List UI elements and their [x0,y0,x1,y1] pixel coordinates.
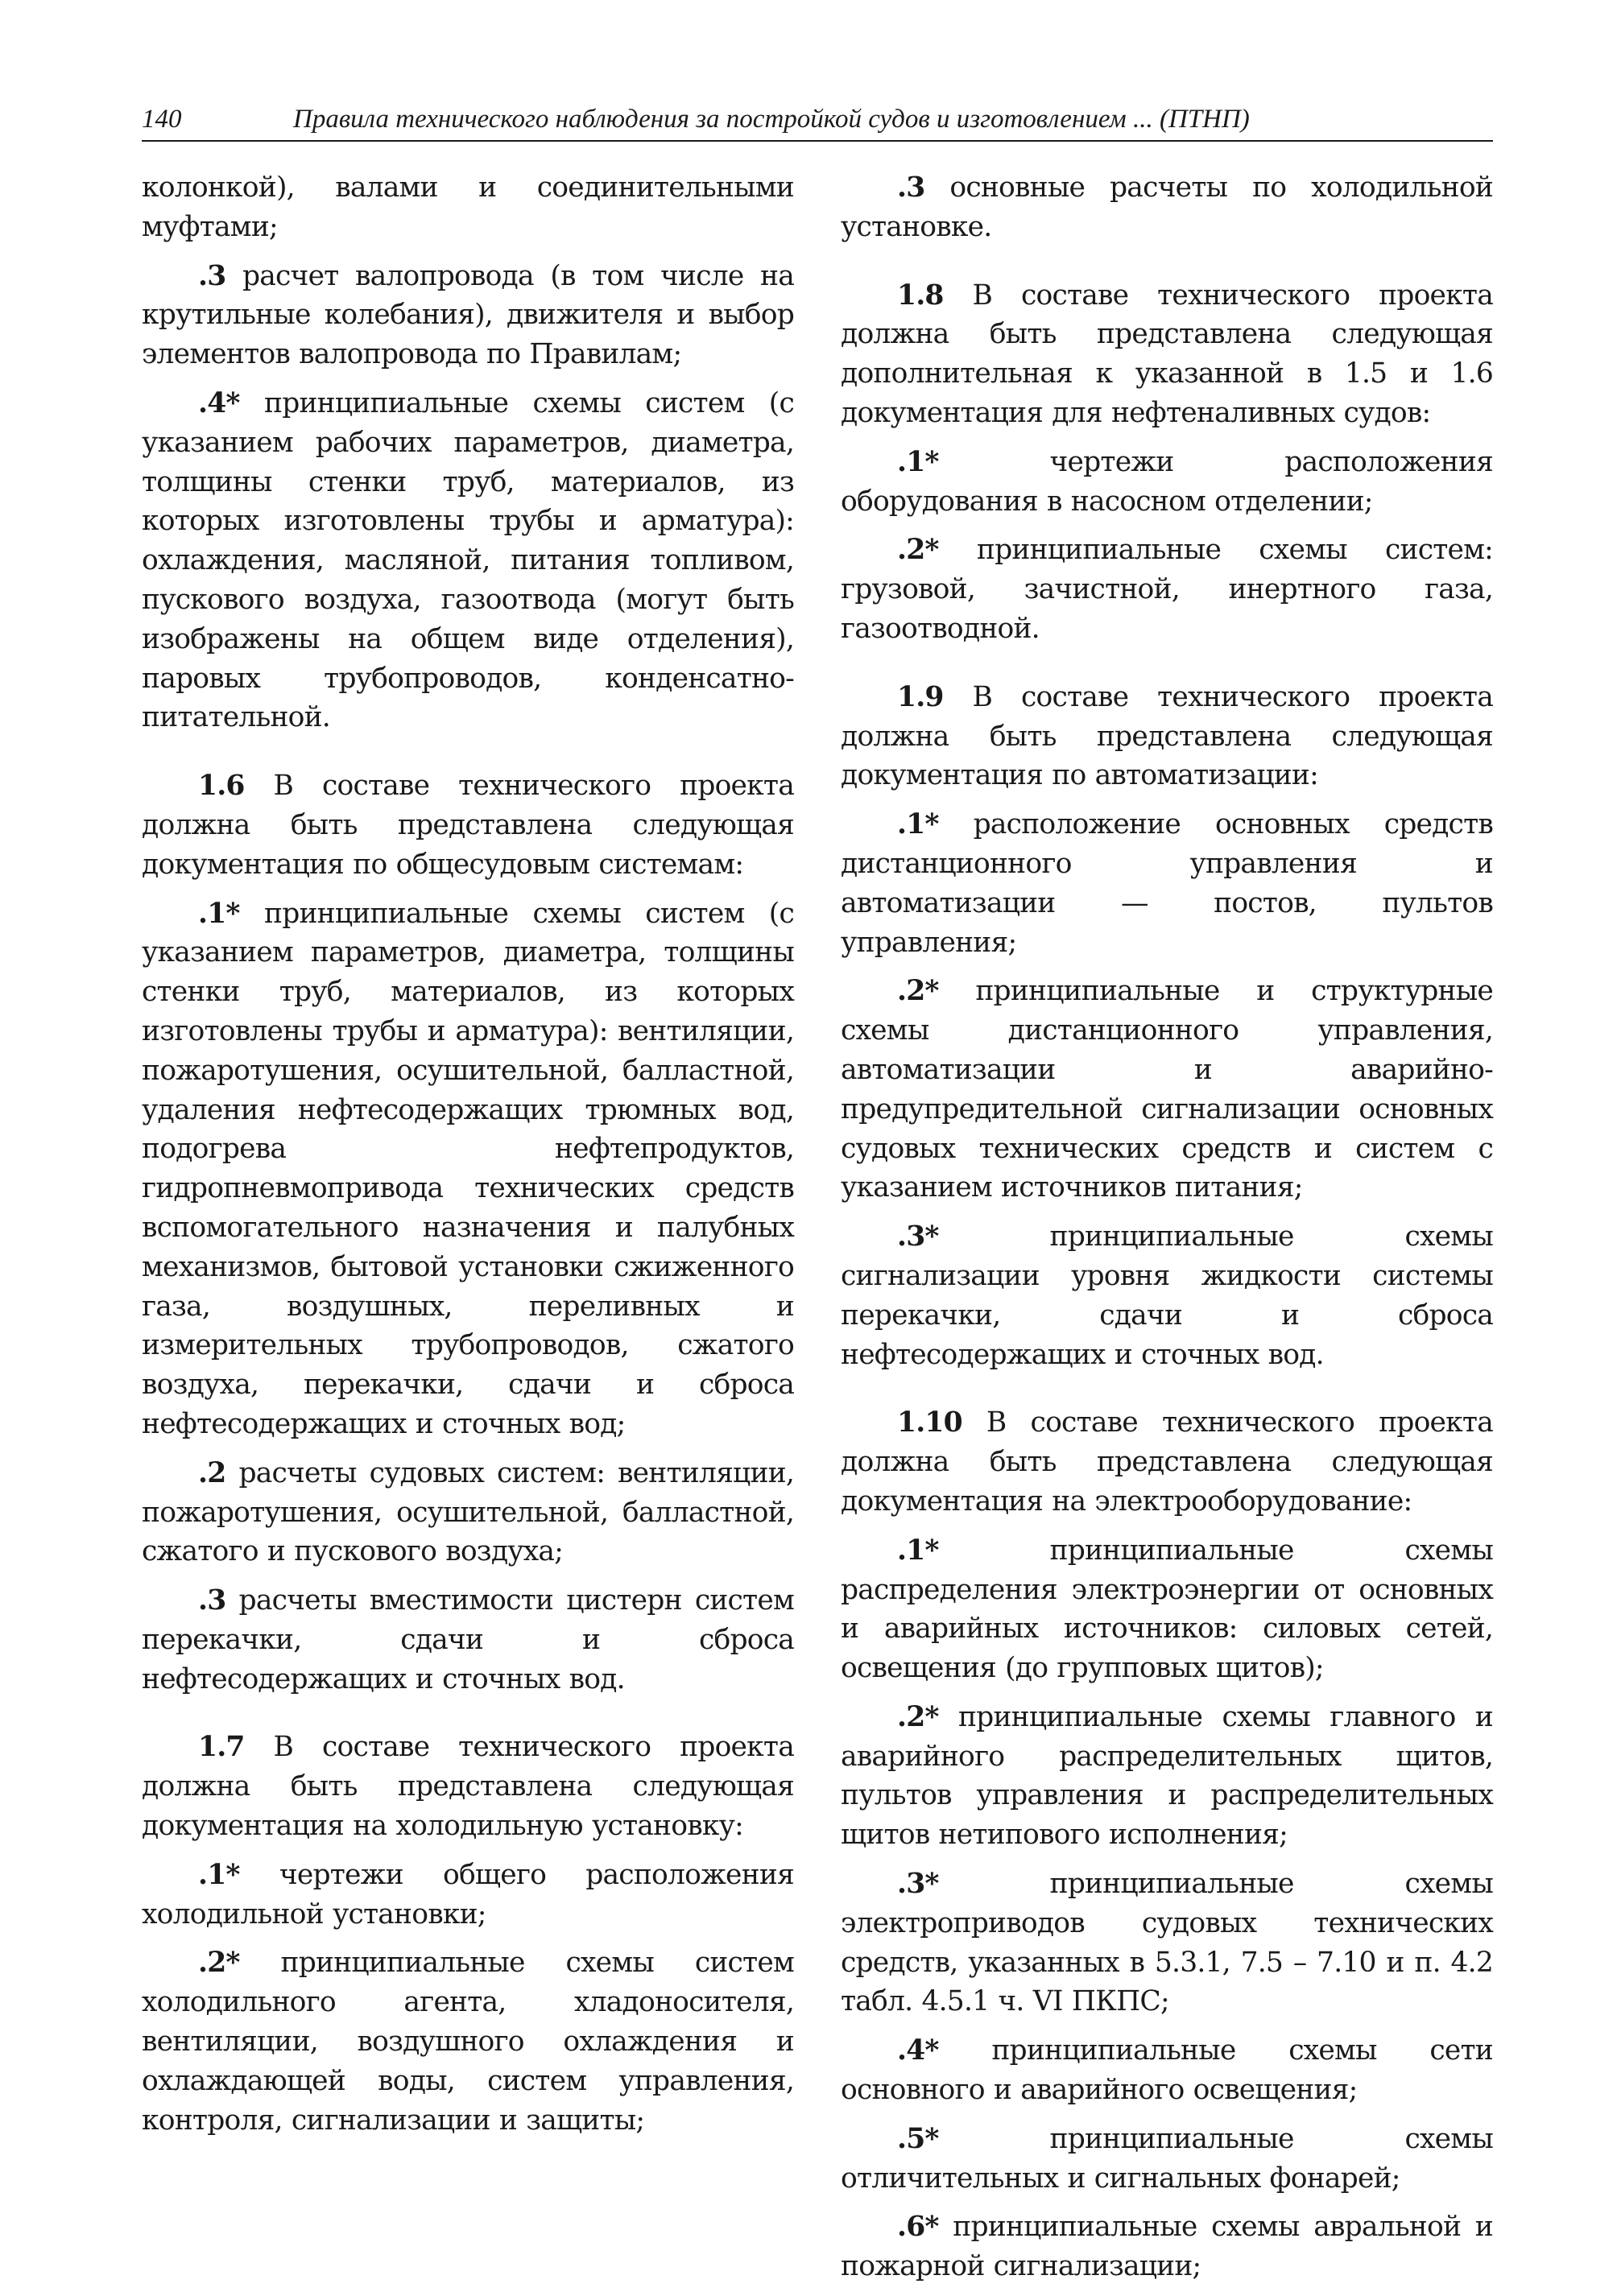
book-title: Правила технического наблюдения за постройкой судов и изготовлением ... (ПТНП) [293,105,1250,134]
item-number: .2* [897,1700,939,1733]
left-text-column [142,168,794,2149]
item-number: .2 [198,1456,226,1489]
list-item [841,1531,1493,1688]
list-item [841,2031,1493,2110]
list-item [142,1454,794,1571]
list-item [142,1581,794,1699]
list-item [841,972,1493,1208]
item-text: расчеты судовых систем: вентиляции, пожаротушения, осушительной, балластной, сжатого и пускового воздуха; [142,1456,794,1568]
item-number: .6* [897,2211,939,2244]
item-text: принципиальные схемы электроприводов судовых технических средств, указанных в 5.3.1, 7.5 – 7.10 и п. 4.2 табл. 4.5.1 ч. VI ПКПС; [841,1868,1493,2018]
section-paragraph [142,766,794,884]
item-text: принципиальные схемы систем: грузовой, зачистной, инертного газа, газоотводной. [841,534,1493,645]
list-item [142,257,794,374]
item-text: расчеты вместимости цистерн систем перекачки, сдачи и сброса нефтесодержащих и сточных вод. [142,1584,794,1695]
list-item [841,1217,1493,1374]
list-item [841,168,1493,247]
item-text: расположение основных средств дистанционного управления и автоматизации — постов, пультов управления; [841,808,1493,959]
item-number: 1.8 [897,279,944,312]
item-text: основные расчеты по холодильной установке. [841,171,1493,243]
item-number: .2* [897,975,939,1008]
item-number: .3 [897,171,925,204]
item-number: .1* [897,445,939,478]
running-header [142,103,1493,142]
item-number: .4* [897,2034,939,2067]
item-text: В составе технического проекта должна быть представлена следующая документация на холодильную установку: [142,1731,794,1843]
item-number: 1.10 [897,1406,962,1439]
list-item [841,1864,1493,2021]
list-item [142,894,794,1444]
list-item [142,1856,794,1935]
item-number: .1* [897,808,939,841]
item-text: колонкой), валами и соединительными муфтами; [142,171,794,243]
item-text: принципиальные схемы сигнализации уровня жидкости системы перекачки, сдачи и сброса нефтесодержащих и сточных вод. [841,1220,1493,1371]
item-text: принципиальные схемы сети основного и аварийного освещения; [841,2034,1493,2107]
item-text: В составе технического проекта должна быть представлена следующая документация по общесудовым системам: [142,770,794,881]
item-text: принципиальные схемы систем (с указанием параметров, диаметра, толщины стенки труб, материалов, из которых изготовлены трубы и арматура): вентиляции, пожаротушения, осушительной, балластной, удаления нефтесодержащих трюмных вод, подогрева нефтепродуктов, гидропневмопривода технических средств вспомогательного назначения и палубных механизмов, бытовой установки сжиженного газа, воздушных, переливных и измерительных трубопроводов, сжатого воздуха, перекачки, сдачи и сброса нефтесодержащих и сточных вод; [142,897,794,1440]
section-paragraph [142,1728,794,1845]
item-text: расчет валопровода (в том числе на крутильные колебания), движителя и выбор элементов валопровода по Правилам; [142,259,794,371]
list-item [142,168,794,247]
item-text: В составе технического проекта должна быть представлена следующая дополнительная к указанной в 1.5 и 1.6 документация для нефтеналивных судов: [841,279,1493,429]
item-text: принципиальные и структурные схемы дистанционного управления, автоматизации и аварийно-предупредительной сигнализации основных судовых технических средств и систем с указанием источников питания; [841,975,1493,1204]
item-number: .4* [198,386,240,419]
item-number: 1.7 [198,1731,245,1764]
list-item [841,805,1493,962]
item-number: .2* [198,1947,240,1980]
item-text: принципиальные схемы отличительных и сигнальных фонарей; [841,2122,1493,2195]
item-number: .3* [897,1220,939,1253]
list-item [841,2207,1493,2286]
list-item [841,1698,1493,1855]
item-number: .1* [198,1858,240,1891]
item-text: В составе технического проекта должна быть представлена следующая документация на электрооборудование: [841,1406,1493,1518]
section-paragraph [841,276,1493,433]
item-text: принципиальные схемы распределения электроэнергии от основных и аварийных источников: силовых сетей, освещения (до групповых щитов); [841,1534,1493,1685]
item-number: .3 [198,1584,226,1617]
section-paragraph [841,1403,1493,1521]
section-paragraph [841,678,1493,795]
item-number: .1* [897,1534,939,1567]
item-number: .3* [897,1868,939,1901]
list-item [841,2120,1493,2199]
item-number: 1.6 [198,770,245,803]
list-item [841,531,1493,648]
item-text: принципиальные схемы авральной и пожарной сигнализации; [841,2211,1493,2283]
item-number: .2* [897,534,939,567]
item-number: .3 [198,259,226,292]
list-item [142,384,794,737]
item-text: чертежи общего расположения холодильной установки; [142,1858,794,1931]
item-number: .5* [897,2122,939,2155]
page-number: 140 [142,105,182,134]
list-item [142,1943,794,2140]
item-text: принципиальные схемы систем холодильного агента, хладоносителя, вентиляции, воздушного охлаждения и охлаждающей воды, систем управления, контроля, сигнализации и защиты; [142,1947,794,2137]
item-number: .1* [198,897,240,930]
list-item [841,443,1493,522]
item-text: принципиальные схемы главного и аварийного распределительных щитов, пультов управления и распределительных щитов нетипового исполнения; [841,1700,1493,1852]
item-text: В составе технического проекта должна быть представлена следующая документация по автоматизации: [841,680,1493,792]
item-number: 1.9 [897,680,944,713]
item-text: принципиальные схемы систем (с указанием рабочих параметров, диаметра, толщины стенки труб, материалов, из которых изготовлены трубы и арматура): охлаждения, масляной, питания топливом, пускового воздуха, газоотвода (могут быть изображены на общем виде отделения), паровых трубопроводов, конденсатно-питательной. [142,386,794,734]
right-text-column [841,168,1493,2296]
item-text: чертежи расположения оборудования в насосном отделении; [841,445,1493,518]
